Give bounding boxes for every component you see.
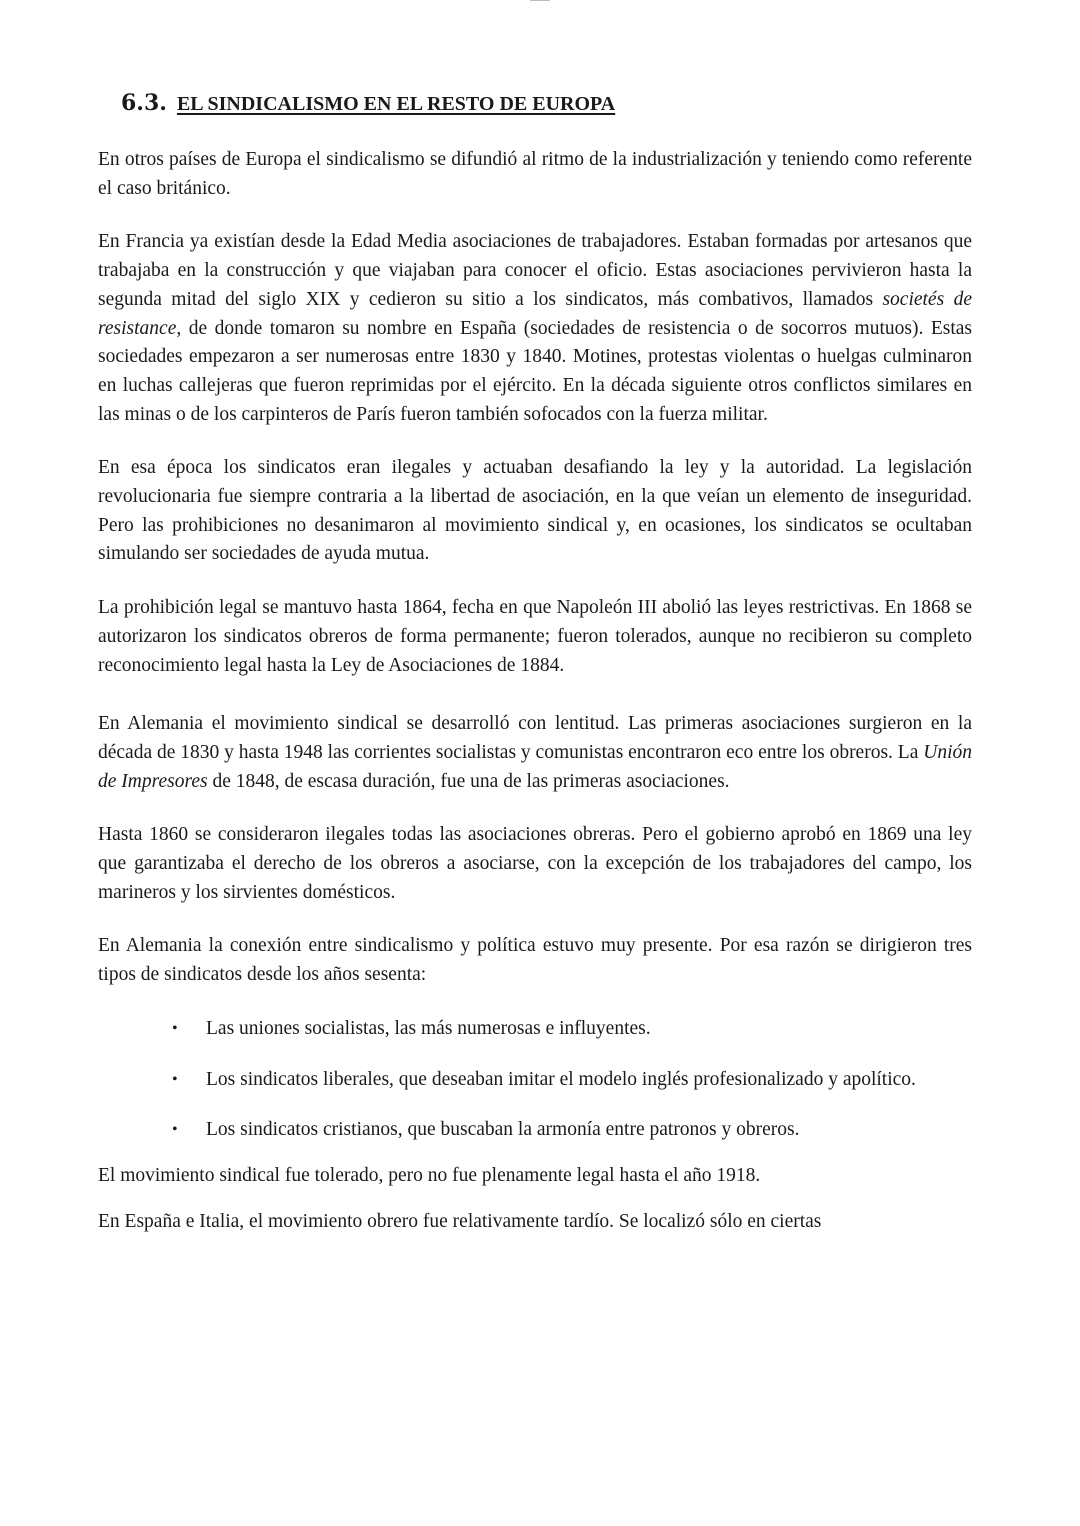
document-body xyxy=(98,146,972,1261)
list-item-text: Los sindicatos liberales, que deseaban imitar el modelo inglés profesionalizado y apolítico. xyxy=(206,1068,916,1090)
bullet-icon: • xyxy=(172,1019,178,1037)
list-item xyxy=(98,1116,982,1145)
list-item xyxy=(98,1066,982,1095)
bullet-list xyxy=(98,1015,972,1145)
paragraph-ilegales: En esa época los sindicatos eran ilegales y actuaban desafiando la ley y la autoridad. La legislación revolucionaria fue siempre contraria a la libertad de asociación, en la que veían un elemento de inseguridad. Pero las prohibiciones no desanimaron al movimiento sindical y, en ocasiones, los sindicatos se ocultaban simulando ser sociedades de ayuda mutua. xyxy=(98,457,972,565)
paragraph-hasta-1860: Hasta 1860 se consideraron ilegales todas las asociaciones obreras. Pero el gobierno aprobó en 1869 una ley que garantizaba el derecho de los obreros a asociarse, con la excepción de los trabajadores del campo, los marineros y los sirvientes domésticos. xyxy=(98,824,972,903)
section-heading xyxy=(121,90,615,116)
section-title: EL SINDICALISMO EN EL RESTO DE EUROPA xyxy=(176,93,616,115)
paragraph-prohibicion: La prohibición legal se mantuvo hasta 1864, fecha en que Napoleón III abolió las leyes restrictivas. En 1868 se autorizaron los sindicatos obreros de forma permanente; fueron tolerados, aunque no recibieron su completo reconocimiento legal hasta la Ley de Asociaciones de 1884. xyxy=(98,597,972,676)
bullet-icon: • xyxy=(172,1070,178,1088)
bullet-icon: • xyxy=(172,1121,178,1139)
paragraph-conexion: En Alemania la conexión entre sindicalismo y política estuvo muy presente. Por esa razón se dirigieron tres tipos de sindicatos desde los años sesenta: xyxy=(98,935,972,986)
list-item-text: Los sindicatos cristianos, que buscaban la armonía entre patronos y obreros. xyxy=(206,1119,800,1141)
emphasis-text: societés de resistance xyxy=(98,288,972,339)
paragraph-text: En Alemania el movimiento sindical se desarrolló con lentitud. Las primeras asociaciones surgieron en la década de 1830 y hasta 1948 las corrientes socialistas y comunistas encontraron eco entre los obreros. La xyxy=(98,713,972,763)
page-top-mark xyxy=(530,0,550,1)
paragraph-text: En Francia ya existían desde la Edad Media asociaciones de trabajadores. Estaban formadas por artesanos que trabajaba en la construcción y que viajaban para conocer el oficio. Estas asociaciones pervivieron hasta la segunda mitad del siglo XIX y cedieron su sitio a los sindicatos, más combativos, llamados xyxy=(98,231,972,310)
paragraph-text: , de donde tomaron su nombre en España (sociedades de resistencia o de socorros mutuos). Estas sociedades empezaron a ser numerosas entre 1830 y 1840. Motines, protestas violentas o huelgas culminaron en luchas callejeras que fueron reprimidas por el ejército. En la década siguiente otros conflictos similares en las minas o de los carpinteros de París fueron también sofocados con la fuerza militar. xyxy=(98,317,972,425)
list-item-text: Las uniones socialistas, las más numerosas e influyentes. xyxy=(206,1017,651,1039)
paragraph-alemania xyxy=(98,710,972,796)
paragraph-francia xyxy=(98,228,972,429)
section-number: 6.3. xyxy=(121,90,167,116)
emphasis-text: Unión de Impresores xyxy=(98,741,972,792)
list-item xyxy=(98,1015,982,1044)
paragraph-intro: En otros países de Europa el sindicalismo se difundió al ritmo de la industrialización y teniendo como referente el caso británico. xyxy=(98,149,972,199)
paragraph-espana-italia: En España e Italia, el movimiento obrero fue relativamente tardío. Se localizó sólo en ciertas xyxy=(98,1210,822,1232)
paragraph-1918: El movimiento sindical fue tolerado, pero no fue plenamente legal hasta el año 1918. xyxy=(98,1164,761,1186)
paragraph-text: de 1848, de escasa duración, fue una de las primeras asociaciones. xyxy=(207,770,730,792)
